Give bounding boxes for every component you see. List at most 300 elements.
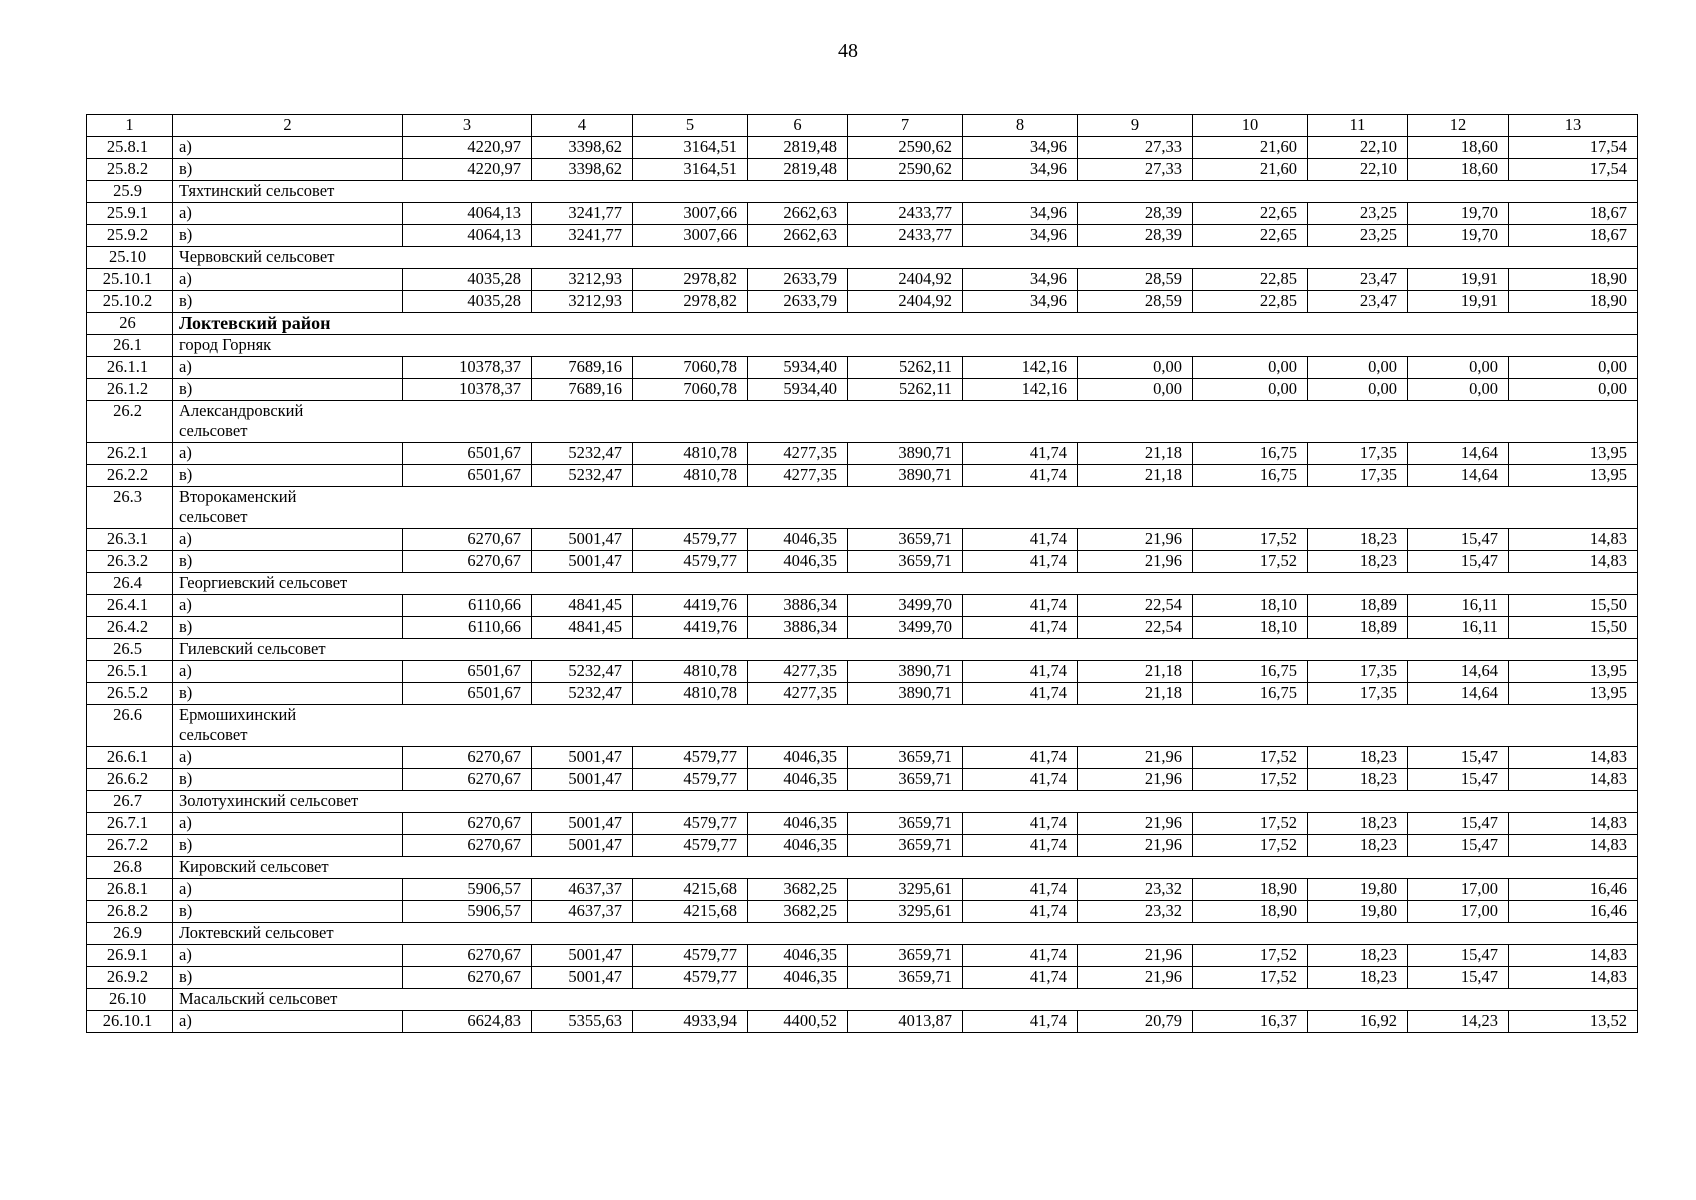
column-header: 10	[1193, 115, 1308, 137]
table-cell: 22,54	[1078, 617, 1193, 639]
table-row	[87, 137, 1638, 159]
table-cell: 22,85	[1193, 291, 1308, 313]
table-cell: 4046,35	[748, 945, 848, 967]
table-cell: 4013,87	[848, 1011, 963, 1033]
table-cell: 0,00	[1509, 379, 1638, 401]
settlement-name: Ермошихинский сельсовет	[173, 705, 1638, 747]
table-cell: 2633,79	[748, 269, 848, 291]
table-cell: 18,90	[1509, 291, 1638, 313]
table-cell: 28,39	[1078, 225, 1193, 247]
table-cell: 2404,92	[848, 291, 963, 313]
table-cell: 3890,71	[848, 661, 963, 683]
table-cell: 3890,71	[848, 465, 963, 487]
table-cell: 18,90	[1193, 901, 1308, 923]
table-cell: 16,37	[1193, 1011, 1308, 1033]
row-number: 26.5.1	[87, 661, 173, 683]
row-label: а)	[173, 879, 403, 901]
row-label: в)	[173, 379, 403, 401]
table-cell: 14,83	[1509, 529, 1638, 551]
table-cell: 18,67	[1509, 203, 1638, 225]
table-cell: 3886,34	[748, 595, 848, 617]
row-number: 25.10.2	[87, 291, 173, 313]
table-cell: 5906,57	[403, 879, 532, 901]
table-cell: 41,74	[963, 835, 1078, 857]
table-row	[87, 465, 1638, 487]
table-cell: 14,83	[1509, 551, 1638, 573]
table-cell: 15,47	[1408, 769, 1509, 791]
table-cell: 3886,34	[748, 617, 848, 639]
table-cell: 20,79	[1078, 1011, 1193, 1033]
table-cell: 3659,71	[848, 769, 963, 791]
table-cell: 4933,94	[633, 1011, 748, 1033]
table-cell: 17,54	[1509, 137, 1638, 159]
table-cell: 41,74	[963, 683, 1078, 705]
row-number: 26.6.1	[87, 747, 173, 769]
table-cell: 22,10	[1308, 137, 1408, 159]
row-label: а)	[173, 269, 403, 291]
row-number: 26.7.1	[87, 813, 173, 835]
row-label: в)	[173, 617, 403, 639]
table-cell: 18,23	[1308, 813, 1408, 835]
settlement-row	[87, 857, 1638, 879]
table-cell: 14,83	[1509, 813, 1638, 835]
table-cell: 17,52	[1193, 769, 1308, 791]
table-cell: 17,00	[1408, 879, 1509, 901]
settlement-name: Второкаменский сельсовет	[173, 487, 1638, 529]
table-cell: 5934,40	[748, 357, 848, 379]
table-cell: 19,91	[1408, 269, 1509, 291]
table-cell: 0,00	[1408, 357, 1509, 379]
table-cell: 2590,62	[848, 159, 963, 181]
table-cell: 41,74	[963, 1011, 1078, 1033]
table-cell: 2978,82	[633, 291, 748, 313]
table-cell: 6270,67	[403, 769, 532, 791]
table-cell: 17,54	[1509, 159, 1638, 181]
table-row	[87, 1011, 1638, 1033]
table-cell: 15,47	[1408, 529, 1509, 551]
row-number: 26.8.2	[87, 901, 173, 923]
table-cell: 14,64	[1408, 465, 1509, 487]
table-cell: 6270,67	[403, 529, 532, 551]
table-cell: 6110,66	[403, 595, 532, 617]
table-cell: 13,52	[1509, 1011, 1638, 1033]
table-cell: 4277,35	[748, 465, 848, 487]
row-label: в)	[173, 901, 403, 923]
row-label: а)	[173, 137, 403, 159]
row-number: 26.3	[87, 487, 173, 529]
table-cell: 18,89	[1308, 595, 1408, 617]
settlement-name: город Горняк	[173, 335, 1638, 357]
table-row	[87, 835, 1638, 857]
table-cell: 21,96	[1078, 835, 1193, 857]
table-cell: 21,96	[1078, 813, 1193, 835]
settlement-name: Локтевский сельсовет	[173, 923, 1638, 945]
table-row	[87, 967, 1638, 989]
table-cell: 3659,71	[848, 747, 963, 769]
table-cell: 17,35	[1308, 443, 1408, 465]
settlement-name: Кировский сельсовет	[173, 857, 1638, 879]
table-cell: 3007,66	[633, 203, 748, 225]
table-cell: 5001,47	[532, 747, 633, 769]
table-cell: 3241,77	[532, 225, 633, 247]
table-row	[87, 747, 1638, 769]
table-cell: 4046,35	[748, 747, 848, 769]
table-cell: 4064,13	[403, 203, 532, 225]
table-cell: 16,11	[1408, 617, 1509, 639]
table-row	[87, 529, 1638, 551]
settlement-name: Масальский сельсовет	[173, 989, 1638, 1011]
table-cell: 18,23	[1308, 945, 1408, 967]
table-cell: 3398,62	[532, 159, 633, 181]
table-cell: 5001,47	[532, 551, 633, 573]
table-cell: 4035,28	[403, 269, 532, 291]
row-label: в)	[173, 465, 403, 487]
table-cell: 41,74	[963, 595, 1078, 617]
table-cell: 4277,35	[748, 683, 848, 705]
table-cell: 2433,77	[848, 225, 963, 247]
settlement-row	[87, 989, 1638, 1011]
table-cell: 34,96	[963, 159, 1078, 181]
table-cell: 18,10	[1193, 617, 1308, 639]
table-cell: 6270,67	[403, 813, 532, 835]
column-header: 4	[532, 115, 633, 137]
table-cell: 41,74	[963, 813, 1078, 835]
table-row	[87, 617, 1638, 639]
table-cell: 3164,51	[633, 159, 748, 181]
table-cell: 4810,78	[633, 443, 748, 465]
table-cell: 5355,63	[532, 1011, 633, 1033]
table-cell: 22,85	[1193, 269, 1308, 291]
row-label: в)	[173, 159, 403, 181]
table-cell: 22,54	[1078, 595, 1193, 617]
table-cell: 3007,66	[633, 225, 748, 247]
settlement-name: Червовский сельсовет	[173, 247, 1638, 269]
table-cell: 4046,35	[748, 835, 848, 857]
table-cell: 18,23	[1308, 835, 1408, 857]
row-number: 26.2.1	[87, 443, 173, 465]
table-cell: 2819,48	[748, 159, 848, 181]
table-cell: 3241,77	[532, 203, 633, 225]
table-cell: 41,74	[963, 529, 1078, 551]
row-label: а)	[173, 595, 403, 617]
column-header: 2	[173, 115, 403, 137]
table-cell: 6501,67	[403, 661, 532, 683]
table-cell: 34,96	[963, 225, 1078, 247]
row-number: 26.7	[87, 791, 173, 813]
table-cell: 21,18	[1078, 683, 1193, 705]
table-cell: 15,47	[1408, 967, 1509, 989]
row-number: 25.9	[87, 181, 173, 203]
table-cell: 4579,77	[633, 529, 748, 551]
row-label: а)	[173, 661, 403, 683]
table-cell: 19,80	[1308, 901, 1408, 923]
table-cell: 4277,35	[748, 443, 848, 465]
table-cell: 142,16	[963, 379, 1078, 401]
table-cell: 5232,47	[532, 683, 633, 705]
row-number: 26.7.2	[87, 835, 173, 857]
table-cell: 2590,62	[848, 137, 963, 159]
table-cell: 3398,62	[532, 137, 633, 159]
table-cell: 3682,25	[748, 879, 848, 901]
page-number: 48	[838, 40, 858, 62]
table-cell: 34,96	[963, 291, 1078, 313]
table-row	[87, 269, 1638, 291]
table-cell: 21,96	[1078, 769, 1193, 791]
row-number: 26.10	[87, 989, 173, 1011]
row-number: 26.10.1	[87, 1011, 173, 1033]
row-number: 26.3.2	[87, 551, 173, 573]
table-cell: 0,00	[1193, 357, 1308, 379]
table-cell: 5232,47	[532, 465, 633, 487]
table-cell: 0,00	[1408, 379, 1509, 401]
table-cell: 6501,67	[403, 465, 532, 487]
table-cell: 41,74	[963, 967, 1078, 989]
table-cell: 3295,61	[848, 901, 963, 923]
row-label: в)	[173, 769, 403, 791]
table-cell: 17,52	[1193, 945, 1308, 967]
table-cell: 4841,45	[532, 595, 633, 617]
row-number: 26.6.2	[87, 769, 173, 791]
table-cell: 14,64	[1408, 443, 1509, 465]
settlement-row	[87, 923, 1638, 945]
row-number: 25.8.2	[87, 159, 173, 181]
row-number: 26.5	[87, 639, 173, 661]
row-number: 25.9.2	[87, 225, 173, 247]
table-cell: 6270,67	[403, 551, 532, 573]
table-cell: 3659,71	[848, 835, 963, 857]
row-label: в)	[173, 551, 403, 573]
row-number: 26.4	[87, 573, 173, 595]
table-cell: 4810,78	[633, 661, 748, 683]
table-cell: 16,11	[1408, 595, 1509, 617]
table-cell: 23,47	[1308, 291, 1408, 313]
table-cell: 19,70	[1408, 203, 1509, 225]
column-header: 9	[1078, 115, 1193, 137]
table-cell: 14,64	[1408, 683, 1509, 705]
table-cell: 6501,67	[403, 683, 532, 705]
table-row	[87, 769, 1638, 791]
column-header: 13	[1509, 115, 1638, 137]
table-cell: 27,33	[1078, 159, 1193, 181]
table-cell: 21,96	[1078, 551, 1193, 573]
table-cell: 21,60	[1193, 159, 1308, 181]
table-cell: 2633,79	[748, 291, 848, 313]
column-header: 5	[633, 115, 748, 137]
table-cell: 10378,37	[403, 379, 532, 401]
table-cell: 41,74	[963, 945, 1078, 967]
table-cell: 10378,37	[403, 357, 532, 379]
table-cell: 17,35	[1308, 465, 1408, 487]
table-cell: 28,39	[1078, 203, 1193, 225]
table-cell: 19,80	[1308, 879, 1408, 901]
table-cell: 3890,71	[848, 683, 963, 705]
table-cell: 13,95	[1509, 661, 1638, 683]
table-cell: 15,47	[1408, 945, 1509, 967]
table-cell: 15,50	[1509, 595, 1638, 617]
table-row	[87, 551, 1638, 573]
table-cell: 17,52	[1193, 529, 1308, 551]
table-cell: 0,00	[1308, 357, 1408, 379]
table-cell: 2662,63	[748, 225, 848, 247]
table-cell: 15,50	[1509, 617, 1638, 639]
table-cell: 5001,47	[532, 967, 633, 989]
table-cell: 0,00	[1509, 357, 1638, 379]
row-label: в)	[173, 967, 403, 989]
table-cell: 14,83	[1509, 835, 1638, 857]
table-body	[87, 137, 1638, 1033]
table-cell: 41,74	[963, 617, 1078, 639]
settlement-name: Гилевский сельсовет	[173, 639, 1638, 661]
table-cell: 17,35	[1308, 661, 1408, 683]
table-cell: 5001,47	[532, 769, 633, 791]
table-cell: 41,74	[963, 769, 1078, 791]
table-cell: 4637,37	[532, 901, 633, 923]
table-row	[87, 203, 1638, 225]
table-row	[87, 443, 1638, 465]
table-cell: 5262,11	[848, 357, 963, 379]
row-number: 26.9	[87, 923, 173, 945]
row-number: 26.6	[87, 705, 173, 747]
table-cell: 21,96	[1078, 967, 1193, 989]
table-cell: 5001,47	[532, 529, 633, 551]
table-cell: 18,89	[1308, 617, 1408, 639]
table-cell: 41,74	[963, 661, 1078, 683]
table-cell: 21,18	[1078, 465, 1193, 487]
table-row	[87, 379, 1638, 401]
table-cell: 22,65	[1193, 225, 1308, 247]
table-cell: 4579,77	[633, 967, 748, 989]
row-label: в)	[173, 225, 403, 247]
settlement-row	[87, 573, 1638, 595]
settlement-row	[87, 247, 1638, 269]
table-cell: 3659,71	[848, 529, 963, 551]
row-label: в)	[173, 683, 403, 705]
table-cell: 3499,70	[848, 617, 963, 639]
row-number: 26.2.2	[87, 465, 173, 487]
table-cell: 4220,97	[403, 159, 532, 181]
table-cell: 2662,63	[748, 203, 848, 225]
settlement-row	[87, 335, 1638, 357]
row-number: 26.3.1	[87, 529, 173, 551]
table-cell: 3659,71	[848, 813, 963, 835]
table-cell: 3164,51	[633, 137, 748, 159]
table-cell: 4046,35	[748, 813, 848, 835]
table-cell: 14,83	[1509, 747, 1638, 769]
table-cell: 4046,35	[748, 769, 848, 791]
table-cell: 6270,67	[403, 967, 532, 989]
row-number: 26.1.2	[87, 379, 173, 401]
table-cell: 6624,83	[403, 1011, 532, 1033]
column-header: 6	[748, 115, 848, 137]
table-cell: 18,23	[1308, 551, 1408, 573]
table-cell: 5232,47	[532, 443, 633, 465]
table-cell: 18,23	[1308, 769, 1408, 791]
table-row	[87, 813, 1638, 835]
table-cell: 4579,77	[633, 813, 748, 835]
table-cell: 3499,70	[848, 595, 963, 617]
table-cell: 5906,57	[403, 901, 532, 923]
table-cell: 2819,48	[748, 137, 848, 159]
table-row	[87, 595, 1638, 617]
district-name: Локтевский район	[173, 313, 1638, 335]
table-cell: 2978,82	[633, 269, 748, 291]
table-cell: 3295,61	[848, 879, 963, 901]
settlement-name: Тяхтинский сельсовет	[173, 181, 1638, 203]
row-label: а)	[173, 747, 403, 769]
table-cell: 5001,47	[532, 945, 633, 967]
table-cell: 4579,77	[633, 747, 748, 769]
row-number: 26.2	[87, 401, 173, 443]
table-cell: 3659,71	[848, 945, 963, 967]
column-header: 3	[403, 115, 532, 137]
row-label: в)	[173, 291, 403, 313]
table-cell: 41,74	[963, 465, 1078, 487]
table-cell: 21,60	[1193, 137, 1308, 159]
row-number: 25.9.1	[87, 203, 173, 225]
column-header: 11	[1308, 115, 1408, 137]
table-cell: 23,32	[1078, 901, 1193, 923]
table-cell: 17,52	[1193, 835, 1308, 857]
settlement-name: Александровский сельсовет	[173, 401, 1638, 443]
table-cell: 3682,25	[748, 901, 848, 923]
table-cell: 16,46	[1509, 879, 1638, 901]
table-cell: 28,59	[1078, 291, 1193, 313]
table-cell: 23,47	[1308, 269, 1408, 291]
table-cell: 7689,16	[532, 379, 633, 401]
table-cell: 18,90	[1193, 879, 1308, 901]
table-cell: 16,75	[1193, 443, 1308, 465]
table-cell: 6270,67	[403, 835, 532, 857]
table-cell: 4064,13	[403, 225, 532, 247]
row-number: 25.10	[87, 247, 173, 269]
table-cell: 41,74	[963, 901, 1078, 923]
table-row	[87, 357, 1638, 379]
table-cell: 18,60	[1408, 159, 1509, 181]
table-cell: 23,25	[1308, 203, 1408, 225]
table-cell: 4400,52	[748, 1011, 848, 1033]
table-cell: 142,16	[963, 357, 1078, 379]
table-cell: 16,75	[1193, 683, 1308, 705]
row-label: а)	[173, 813, 403, 835]
table-cell: 4579,77	[633, 551, 748, 573]
table-cell: 17,52	[1193, 747, 1308, 769]
settlement-row	[87, 181, 1638, 203]
table-cell: 5232,47	[532, 661, 633, 683]
table-cell: 18,67	[1509, 225, 1638, 247]
table-cell: 27,33	[1078, 137, 1193, 159]
table-row	[87, 945, 1638, 967]
row-number: 26.8	[87, 857, 173, 879]
table-cell: 19,70	[1408, 225, 1509, 247]
table-row	[87, 879, 1638, 901]
column-header: 1	[87, 115, 173, 137]
table-row	[87, 901, 1638, 923]
table-cell: 4579,77	[633, 769, 748, 791]
table-cell: 6501,67	[403, 443, 532, 465]
table-cell: 4215,68	[633, 901, 748, 923]
table-cell: 5001,47	[532, 813, 633, 835]
table-cell: 18,23	[1308, 529, 1408, 551]
table-cell: 14,83	[1509, 945, 1638, 967]
row-number: 25.10.1	[87, 269, 173, 291]
table-cell: 16,46	[1509, 901, 1638, 923]
settlement-name: Золотухинский сельсовет	[173, 791, 1638, 813]
table-cell: 14,23	[1408, 1011, 1509, 1033]
table-cell: 2404,92	[848, 269, 963, 291]
table-cell: 17,00	[1408, 901, 1509, 923]
table-cell: 21,18	[1078, 443, 1193, 465]
table-cell: 18,23	[1308, 967, 1408, 989]
